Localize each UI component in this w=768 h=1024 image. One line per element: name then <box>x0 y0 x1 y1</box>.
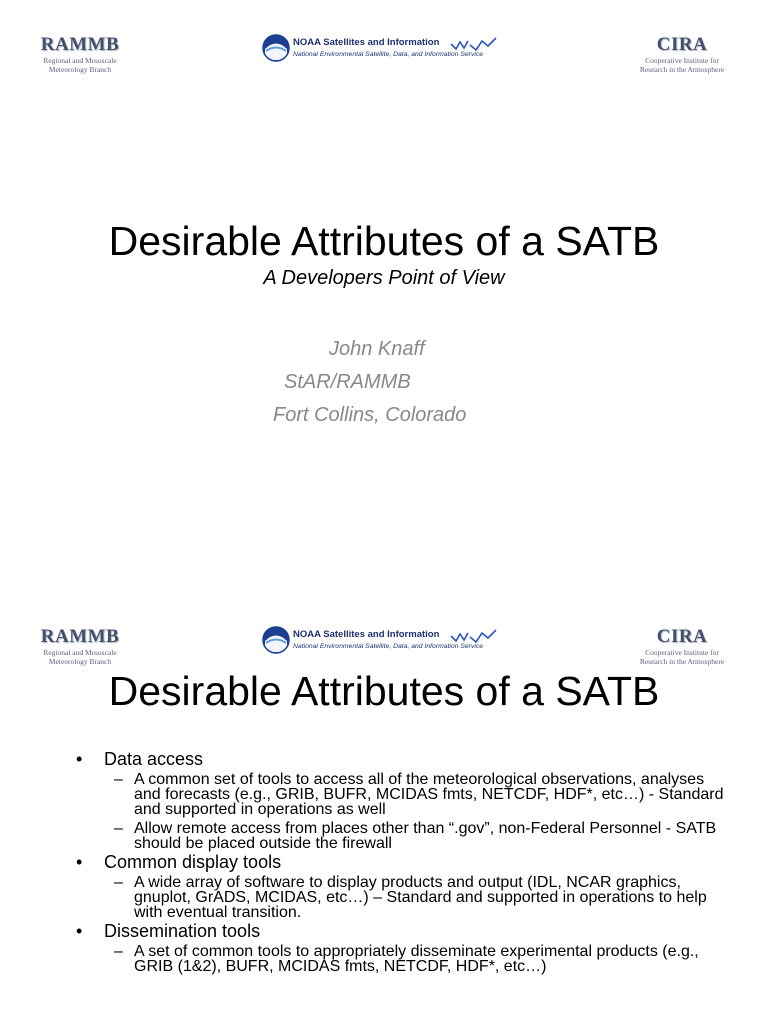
bullet-list <box>74 750 734 974</box>
sub-bullet <box>74 772 734 817</box>
dash-mark: – <box>114 874 123 891</box>
noaa-logo <box>262 626 502 660</box>
cira-logo-name: CIRA <box>656 626 708 647</box>
dash-mark: – <box>114 820 123 837</box>
noaa-wave-icon <box>450 628 498 644</box>
noaa-logo <box>262 34 502 68</box>
slide-2 <box>0 512 768 1024</box>
cira-logo-line2: Research in the Atmosphere <box>639 657 725 666</box>
rammb-logo-name: RAMMB <box>40 626 120 647</box>
bullet-mark: • <box>76 749 83 769</box>
noaa-wave-icon <box>450 36 498 52</box>
noaa-logo-subtitle: National Environmental Satellite, Data, and Information Service <box>293 51 484 58</box>
cira-logo-line1: Cooperative Institute for <box>645 648 719 657</box>
rammb-logo <box>34 626 126 666</box>
bullet-data-access <box>74 750 734 769</box>
cira-logo-line2: Research in the Atmosphere <box>639 65 725 74</box>
dash-mark: – <box>114 943 123 960</box>
sub-bullet-text: Allow remote access from places other than “.gov”, non-Federal Personnel - SATB should be placed outside the firewall <box>134 820 717 852</box>
sub-bullet-text: A common set of tools to access all of the meteorological observations, analyses and forecasts (e.g., GRIB, BUFR, MCIDAS fmts, NETCDF, HDF*, etc…) - Standard and supported in operations as well <box>134 771 724 818</box>
cira-logo-line1: Cooperative Institute for <box>645 56 719 65</box>
sub-bullet-text: A set of common tools to appropriately disseminate experimental products (e.g., GRIB (1&2), BUFR, MCIDAS fmts, NETCDF, HDF*, etc…) <box>134 943 699 975</box>
noaa-logo-subtitle: National Environmental Satellite, Data, and Information Service <box>293 643 484 650</box>
sub-bullet <box>74 944 734 974</box>
author-org: StAR/RAMMB <box>284 371 411 393</box>
author-location: Fort Collins, Colorado <box>273 404 467 426</box>
dash-mark: – <box>114 771 123 788</box>
rammb-logo-line1: Regional and Mesoscale <box>43 56 117 65</box>
bullet-text: Common display tools <box>104 852 282 872</box>
bullet-common-display-tools <box>74 853 734 872</box>
noaa-emblem-icon <box>262 34 290 62</box>
cira-logo <box>630 34 734 74</box>
rammb-logo-name: RAMMB <box>40 34 120 55</box>
sub-bullet-text: A wide array of software to display products and output (IDL, NCAR graphics, gnuplot, GrADS, MCIDAS, etc…) – Standard and supported in operations to help with eventual transition. <box>134 874 707 921</box>
rammb-logo-line2: Meteorology Branch <box>48 65 112 74</box>
rammb-logo <box>34 34 126 74</box>
sub-bullet <box>74 875 734 920</box>
noaa-logo-title: NOAA Satellites and Information <box>293 629 440 640</box>
bullet-text: Data access <box>104 749 204 769</box>
author-name: John Knaff <box>329 338 425 360</box>
cira-logo-name: CIRA <box>656 34 708 55</box>
slide-1-title: Desirable Attributes of a SATB <box>108 218 660 264</box>
sub-bullet <box>74 821 734 851</box>
noaa-logo-title: NOAA Satellites and Information <box>293 37 440 48</box>
bullet-mark: • <box>76 921 83 941</box>
noaa-emblem-icon <box>262 626 290 654</box>
bullet-text: Dissemination tools <box>104 921 261 941</box>
cira-logo <box>630 626 734 666</box>
rammb-logo-line2: Meteorology Branch <box>48 657 112 666</box>
bullet-dissemination-tools <box>74 922 734 941</box>
slide-1-subtitle: A Developers Point of View <box>263 267 505 289</box>
slide-2-title: Desirable Attributes of a SATB <box>108 668 660 714</box>
bullet-mark: • <box>76 852 83 872</box>
rammb-logo-line1: Regional and Mesoscale <box>43 648 117 657</box>
